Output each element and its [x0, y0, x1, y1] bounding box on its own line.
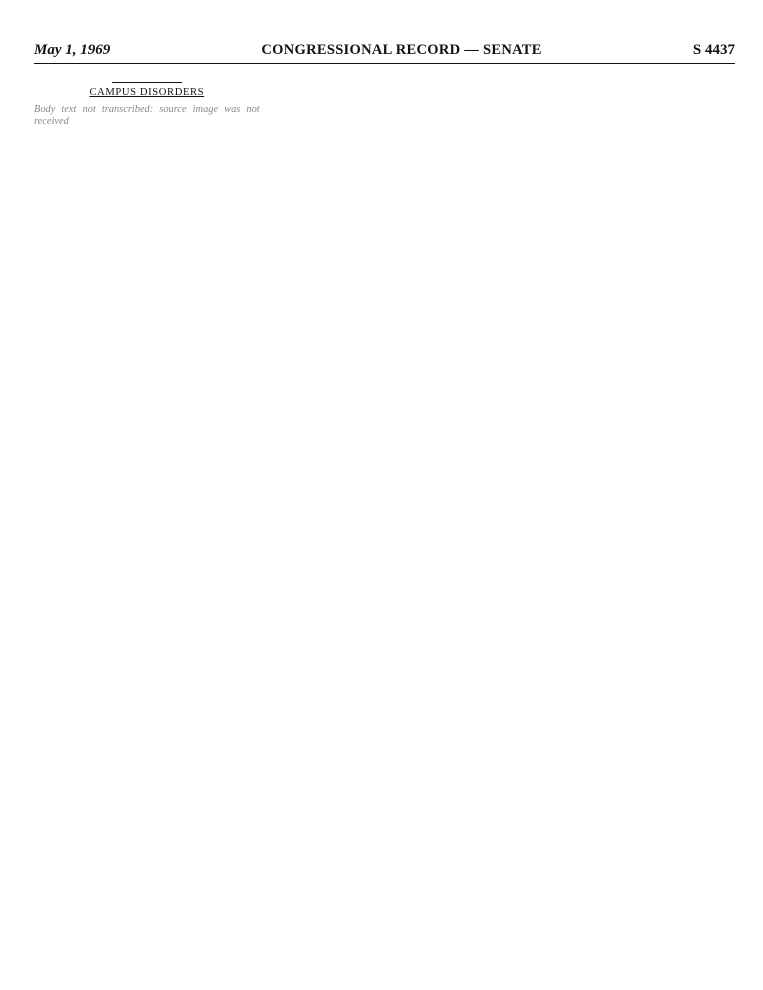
section-rule [112, 82, 182, 83]
text-columns [34, 72, 735, 972]
page-number: S 4437 [692, 42, 735, 58]
column-middle [272, 72, 498, 972]
transcription-status: Body text not transcribed: source image was not received [34, 104, 260, 127]
publication-title: CONGRESSIONAL RECORD — SENATE [261, 42, 542, 58]
page-date: May 1, 1969 [34, 42, 111, 58]
column-left [34, 72, 260, 972]
section-heading: CAMPUS DISORDERS [89, 87, 205, 98]
running-head [34, 42, 735, 64]
column-right [509, 72, 735, 972]
